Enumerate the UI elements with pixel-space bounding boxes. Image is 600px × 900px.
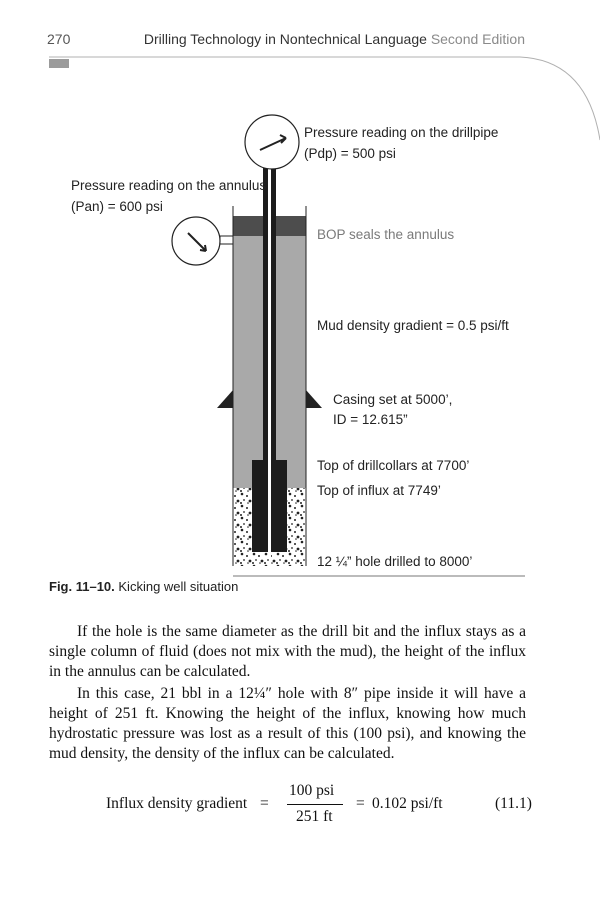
equation-denominator: 251 ft [296, 808, 333, 825]
paragraph-1: If the hole is the same diameter as the drill bit and the influx stays as a single column of fluid (does not mix with the mud), the height of the influx in the annulus can be calculated. [49, 623, 526, 680]
figure-caption [49, 579, 238, 594]
casing-label-line2: ID = 12.615” [333, 412, 408, 427]
drillcollars-label: Top of drillcollars at 7700’ [317, 458, 470, 473]
influx-label: Top of influx at 7749’ [317, 483, 441, 498]
bop-label: BOP seals the annulus [317, 227, 455, 242]
casing-shoe-left [217, 390, 233, 408]
figure-caption-text: Kicking well situation [118, 579, 239, 594]
drillcollar-left [252, 460, 268, 552]
casing-label-line1: Casing set at 5000’, [333, 392, 453, 407]
annulus-label-line1: Pressure reading on the annulus [71, 178, 267, 193]
equation-equals-2: = [356, 795, 365, 812]
book-title: Drilling Technology in Nontechnical Language [143, 31, 427, 47]
annulus-gauge-stem [220, 236, 233, 244]
equation-label: Influx density gradient [106, 795, 248, 812]
equation-numerator: 100 psi [289, 782, 335, 799]
fraction-bar [287, 804, 343, 805]
casing-shoe-right [306, 390, 322, 408]
figure-caption-label: Fig. 11–10. [49, 579, 115, 594]
equation-number: (11.1) [495, 795, 532, 812]
annulus-label-line2: (Pan) = 600 psi [71, 199, 163, 214]
page-number: 270 [47, 31, 71, 47]
mud-density-label: Mud density gradient = 0.5 psi/ft [317, 318, 509, 333]
hole-depth-label: 12 ¼” hole drilled to 8000’ [317, 554, 473, 569]
drillpipe-label-line1: Pressure reading on the drillpipe [304, 125, 499, 140]
equation-equals-1: = [260, 795, 269, 812]
paragraph-2: In this case, 21 bbl in a 12¼″ hole with 8″ pipe inside it will have a height of 251 ft. Knowing the height of the influx, knowing how much hydrostatic pressure was lost as a result of this (100 psi), and knowing the mud density, the density of the influx can be calculated. [49, 685, 526, 762]
equation-11-1 [0, 780, 600, 830]
equation-result: 0.102 psi/ft [372, 795, 443, 812]
drillpipe-bore [268, 168, 271, 558]
edition: Second Edition [430, 31, 525, 47]
drillpipe-pressure-gauge [245, 115, 299, 169]
drillcollar-right [271, 460, 287, 552]
drillpipe-label-line2: (Pdp) = 500 psi [304, 146, 396, 161]
